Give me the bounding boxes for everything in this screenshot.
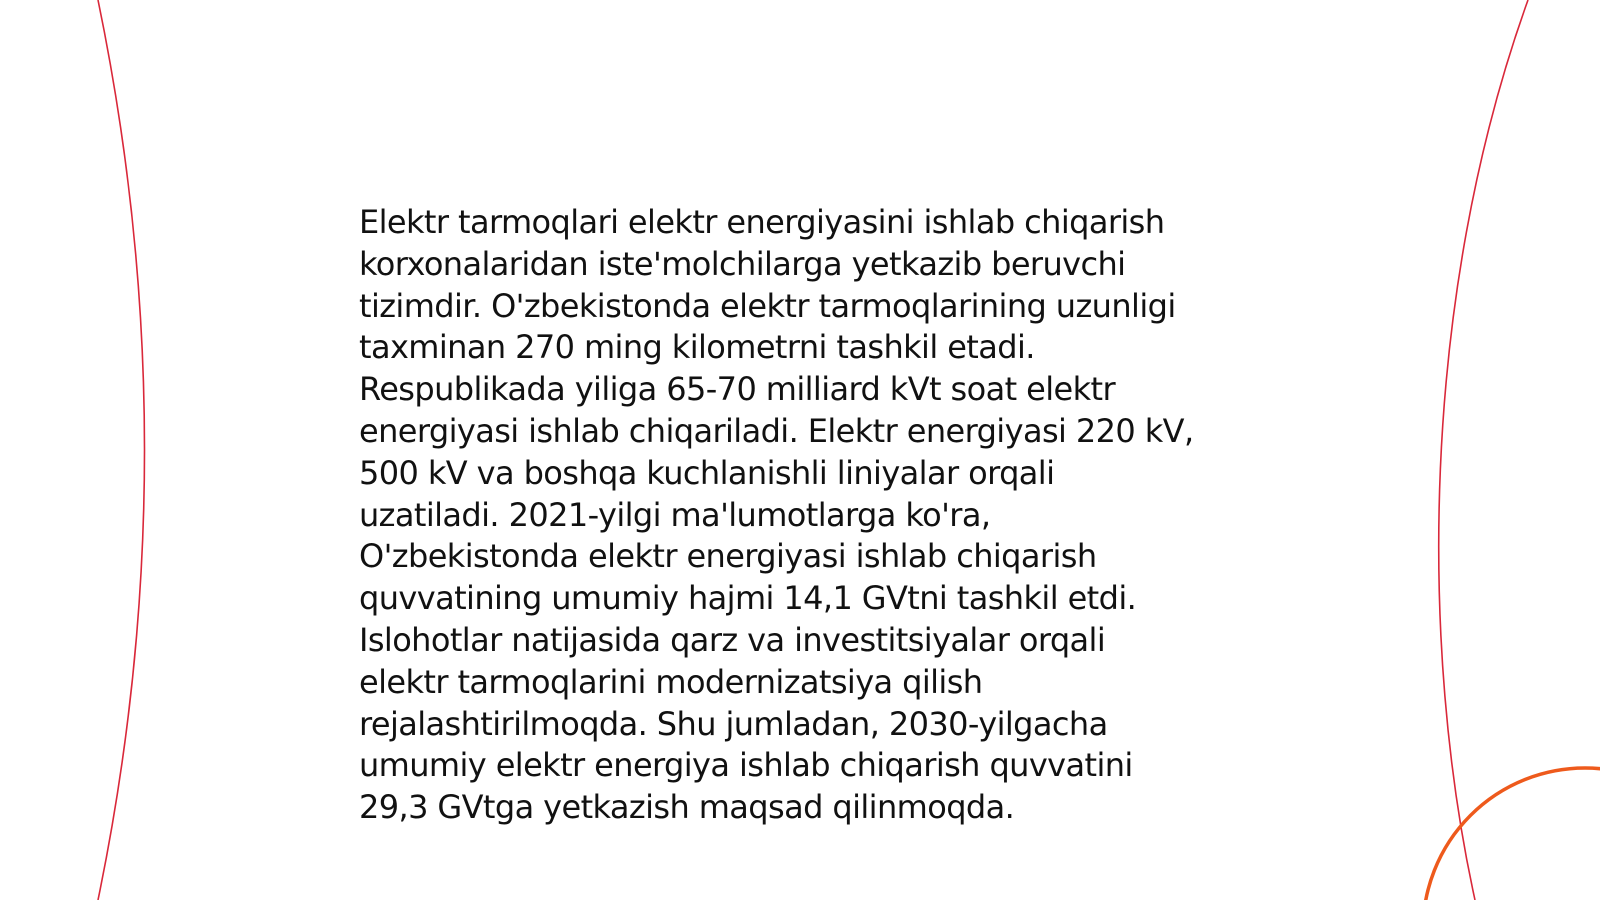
body-text: Elektr tarmoqlari elektr energiyasini ishlab chiqarish korxonalaridan iste'molchilarga yetkazib beruvchi tizimdir. O'zbekistonda elektr tarmoqlarining uzunligi taxminan 270 ming kilometrni tashkil etadi. Respublikada yiliga 65-70 milliard kVt soat elektr energiyasi ishlab chiqariladi. Elektr energiyasi 220 kV, 500 kV va boshqa kuchlanishli liniyalar orqali uzatiladi. 2021-yilgi ma'lumotlarga ko'ra, O'zbekistonda elektr energiyasi ishlab chiqarish quvvatining umumiy hajmi 14,1 GVtni tashkil etdi. Islohotlar natijasida qarz va investitsiyalar orqali elektr tarmoqlarini modernizatsiya qilish rejalashtirilmoqda. Shu jumladan, 2030-yilgacha umumiy elektr energiya ishlab chiqarish quvvatini 29,3 GVtga yetkazish maqsad qilinmoqda. (359, 203, 1194, 827)
right-curve-line (1439, 0, 1528, 900)
orange-circle-arc (1423, 768, 1600, 900)
left-curve-line (98, 0, 145, 900)
